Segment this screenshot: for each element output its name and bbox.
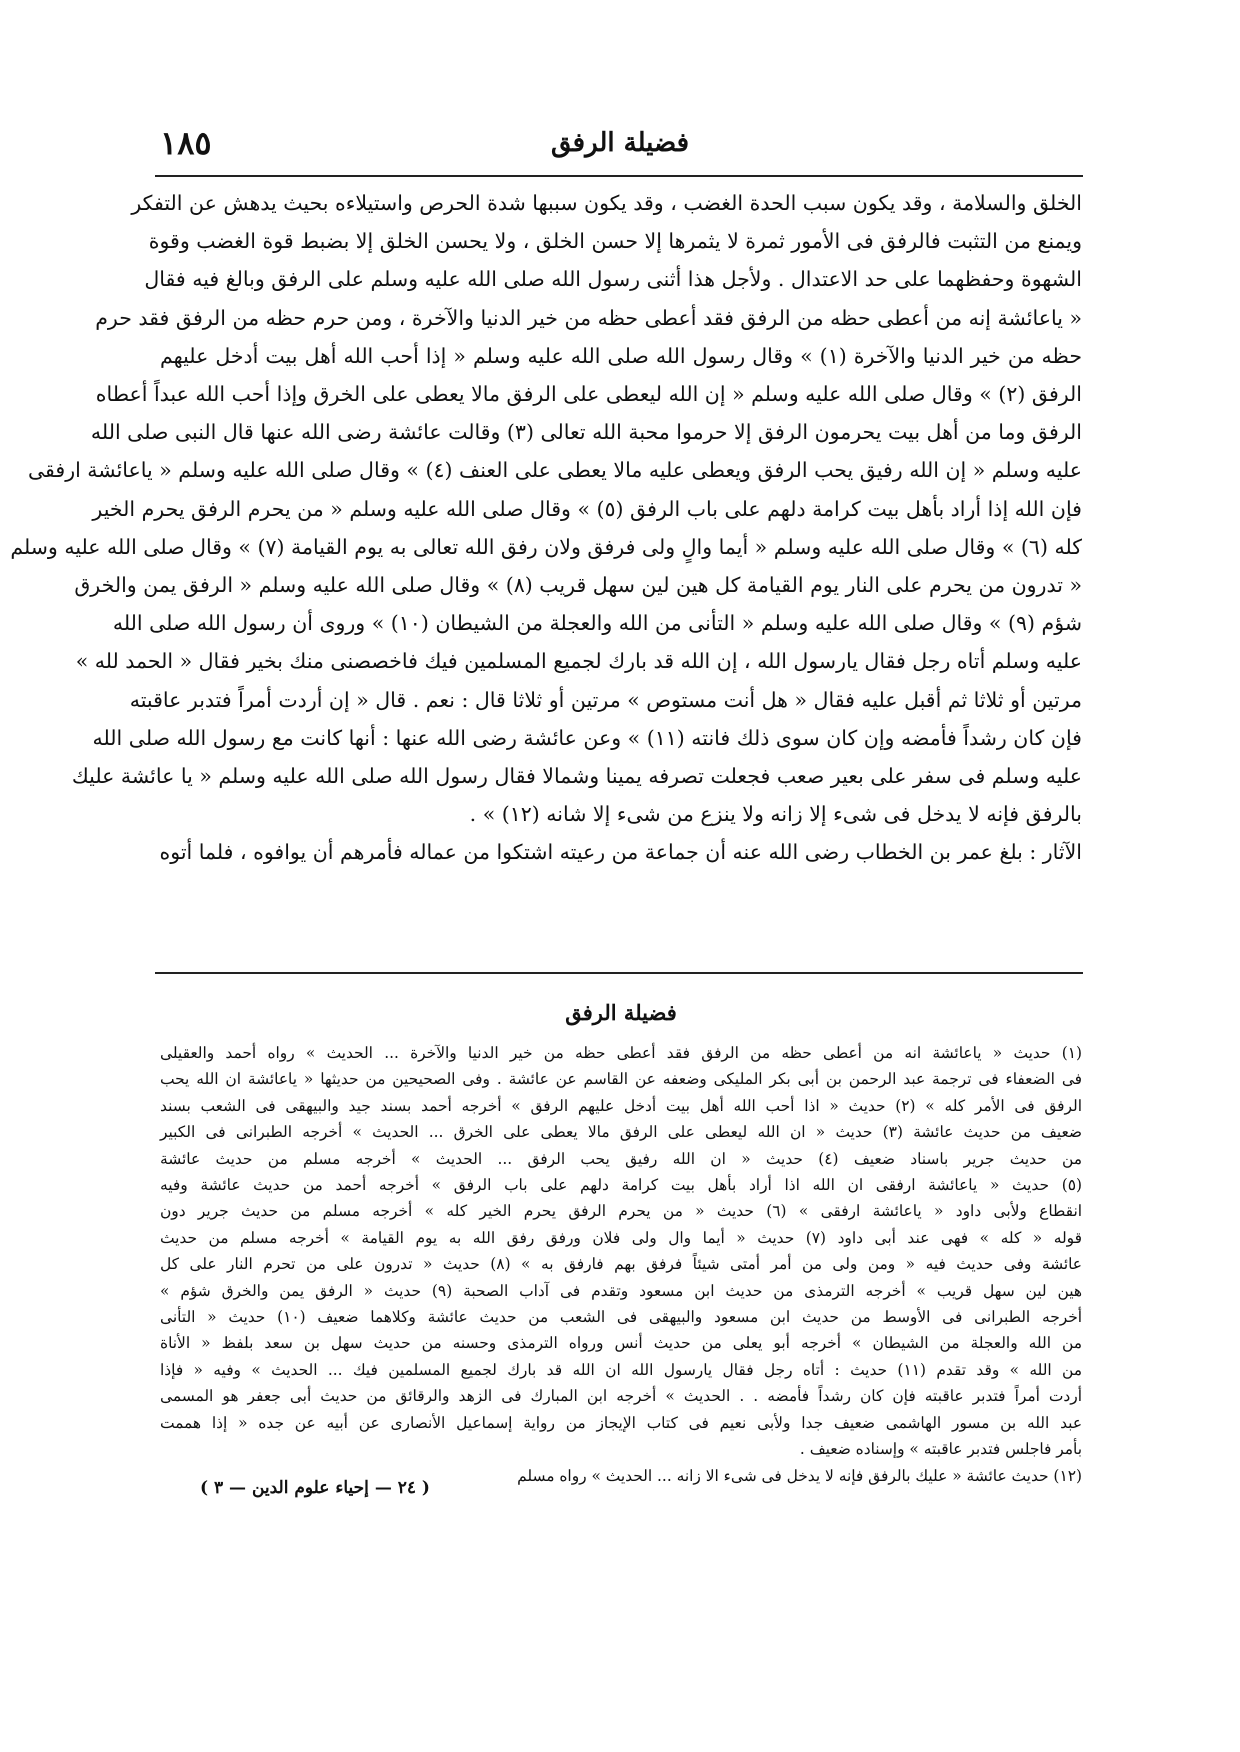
text-line: « تدرون من يحرم على النار يوم القيامة كل هين لين سهل قريب (٨) » وقال صلى الله عليه وسلم « الرفق يمن والخرق bbox=[74, 573, 1082, 598]
footnote-line: هين لين سهل قريب » أخرجه الترمذى من حديث ابن مسعود وتقدم فى آداب الصحبة (٩) حديث « الرفق يمن والخرق شؤم » bbox=[160, 1281, 1082, 1300]
footnote-line: (١) حديث « ياعائشة انه من أعطى حظه من الرفق فقد أعطى حظه من خير الدنيا والآخرة ... الحديث » رواه أحمد والعقيلى bbox=[160, 1044, 1082, 1062]
text-line: مرتين أو ثلاثا ثم أقبل عليه فقال « هل أنت مستوص » مرتين أو ثلاثا قال : نعم . قال « إن أردت أمراً فتدبر عاقبته bbox=[129, 687, 1082, 712]
footnote-line: (١٢) حديث عائشة « عليك بالرفق فإنه لا يدخل فى شىء الا زانه ... الحديث » رواه مسلم bbox=[517, 1466, 1082, 1485]
text-line: حظه من خير الدنيا والآخرة (١) » وقال رسول الله صلى الله عليه وسلم « إذا أحب الله أهل بيت أدخل عليهم bbox=[160, 343, 1082, 368]
footnote-line: قوله « كله » فهى عند أبى داود (٧) حديث « أيما وال ولى فلان ورفق رفق الله به يوم القيامة » أخرجه مسلم من حديث bbox=[160, 1228, 1082, 1247]
text-line: الخلق والسلامة ، وقد يكون سبب الحدة الغضب ، وقد يكون سببها شدة الحرص واستيلاءه بحيث يدهش عن التفكر bbox=[131, 191, 1082, 215]
text-line: فإن كان رشداً فأمضه وإن كان سوى ذلك فانته (١١) » وعن عائشة رضى الله عنها : أنها كانت مع رسول الله صلى الله bbox=[92, 725, 1082, 750]
text-line: عليه وسلم « إن الله رفيق يحب الرفق ويعطى عليه مالا يعطى على العنف (٤) » وقال صلى الله عليه وسلم « ياعائشة ارفقى bbox=[27, 458, 1082, 483]
footnote-line: من حديث جرير باسناد ضعيف (٤) حديث « ان الله رفيق يحب الرفق ... الحديث » أخرجه مسلم من حديث عائشة bbox=[160, 1149, 1082, 1168]
footnote-line: انقطاع ولأبى داود « ياعائشة ارفقى » (٦) حديث « من يحرم الرفق يحرم الخير كله » أخرجه مسلم من حديث جرير دون bbox=[160, 1202, 1082, 1221]
text-line: كله (٦) » وقال صلى الله عليه وسلم « أيما والٍ ولى فرفق ولان رفق الله تعالى به يوم القيامة (٧) » وقال صلى الله عليه وسلم bbox=[10, 534, 1082, 559]
footnotes bbox=[160, 1040, 1082, 1489]
footnote-line: فى الضعفاء فى ترجمة عبد الرحمن بن أبى بكر المليكى وضعفه عن القاسم عن عائشة . وفى الصحيحين من حديثها « ياعائشة ان الله يحب bbox=[160, 1070, 1082, 1089]
text-line: عليه وسلم فى سفر على بعير صعب فجعلت تصرفه يمينا وشمالا فقال رسول الله صلى الله عليه وسلم « يا عائشة عليك bbox=[71, 764, 1082, 789]
text-line: الآثار : بلغ عمر بن الخطاب رضى الله عنه أن جماعة من رعيته اشتكوا من عماله فأمرهم أن يوافوه ، فلما أتوه bbox=[159, 840, 1082, 865]
footnote-line: الرفق فى الأمر كله » (٢) حديث « اذا أحب الله أهل بيت أدخل عليهم الرفق » أخرجه أحمد بسند جيد والبيهقى فى الشعب بسند bbox=[160, 1096, 1082, 1115]
text-line: فإن الله إذا أراد بأهل بيت كرامة دلهم على باب الرفق (٥) » وقال صلى الله عليه وسلم « من يحرم الرفق يحرم الخير bbox=[92, 496, 1082, 521]
text-line: الرفق (٢) » وقال صلى الله عليه وسلم « إن الله ليعطى على الرفق مالا يعطى على الخرق وإذا أحب الله عبداً أعطاه bbox=[95, 382, 1082, 407]
footnote-line: من الله والعجلة من الشيطان » أخرجه أبو يعلى من حديث أنس ورواه الترمذى وحسنه من حديث سهل بن سعد بلفظ « الأناة bbox=[160, 1334, 1082, 1353]
footnotes-title: فضيلة الرفق bbox=[565, 1000, 677, 1025]
footnote-separator bbox=[155, 972, 1083, 974]
main-text bbox=[10, 184, 1082, 872]
page-header bbox=[160, 124, 1080, 174]
text-line: بالرفق فإنه لا يدخل فى شىء إلا زانه ولا ينزع من شىء إلا شانه (١٢) » . bbox=[469, 802, 1082, 827]
footnote-line: من الله » وقد تقدم (١١) حديث : أتاه رجل فقال يارسول الله ان الله قد بارك لجميع المسلمين فيك ... الحديث » وفيه « فإذا bbox=[160, 1360, 1083, 1379]
text-line: الشهوة وحفظهما على حد الاعتدال . ولأجل هذا أثنى رسول الله صلى الله عليه وسلم على الرفق وبالغ فيه فقال bbox=[144, 267, 1082, 292]
text-line: شؤم (٩) » وقال صلى الله عليه وسلم « التأنى من الله والعجلة من الشيطان (١٠) » وروى أن رسول الله صلى الله bbox=[112, 611, 1082, 636]
footnote-line: (٥) حديث « ياعائشة ارفقى ان الله اذا أراد بأهل بيت كرامة دلهم على باب الرفق » أخرجه أحمد من حديث عائشة وفيه bbox=[160, 1176, 1082, 1195]
text-line: الرفق وما من أهل بيت يحرمون الرفق إلا حرموا محبة الله تعالى (٣) وقالت عائشة رضى الله عنها قال النبى صلى الله bbox=[90, 420, 1082, 445]
footnote-line: ضعيف من حديث عائشة (٣) حديث « ان الله ليعطى على الرفق مالا يعطى على الخرق ... الحديث » أخرجه الطبرانى فى الكبير bbox=[160, 1123, 1083, 1142]
page-number: ١٨٥ bbox=[160, 124, 212, 162]
header-rule bbox=[155, 175, 1083, 177]
running-title: فضيلة الرفق bbox=[550, 128, 690, 158]
footnote-line: أخرجه الطبرانى فى الأوسط من حديث ابن مسعود والبيهقى فى الشعب من حديث عائشة وكلاهما ضعيف (١٠) حديث « التأنى bbox=[160, 1308, 1082, 1327]
footnote-line: عائشة وفى حديث فيه « ومن ولى من أمر أمتى شيئاً فرفق بهم فارفق به » (٨) حديث « تدرون على من تحرم النار على كل bbox=[160, 1255, 1082, 1274]
footnote-line: عبد الله بن مسور الهاشمى ضعيف جدا ولأبى نعيم فى كتاب الإيجاز من رواية إسماعيل الأنصارى عن أبيه عن جده « إذا هممت bbox=[160, 1413, 1082, 1432]
volume-signature: ( ٢٤ — إحياء علوم الدين — ٣ ) bbox=[200, 1478, 430, 1498]
footnote-line: أردت أمراً فتدبر عاقبته فإن كان رشداً فأمضه . . الحديث » أخرجه ابن المبارك فى الزهد والرقائق من حديث أبى جعفر هو المسمى bbox=[160, 1387, 1082, 1406]
text-line: ويمنع من التثبت فالرفق فى الأمور ثمرة لا يثمرها إلا حسن الخلق ، ولا يحسن الخلق إلا بضبط قوة الغضب وقوة bbox=[148, 229, 1082, 254]
footnote-line: بأمر فاجلس فتدبر عاقبته » وإسناده ضعيف . bbox=[799, 1440, 1082, 1459]
text-line: « ياعائشة إنه من أعطى حظه من الرفق فقد أعطى حظه من خير الدنيا والآخرة ، ومن حرم حظه من الرفق فقد حرم bbox=[95, 305, 1082, 330]
text-line: عليه وسلم أتاه رجل فقال يارسول الله ، إن الله قد بارك لجميع المسلمين فيك فاخصصنى منك بخير فقال « الحمد لله » bbox=[75, 649, 1082, 674]
